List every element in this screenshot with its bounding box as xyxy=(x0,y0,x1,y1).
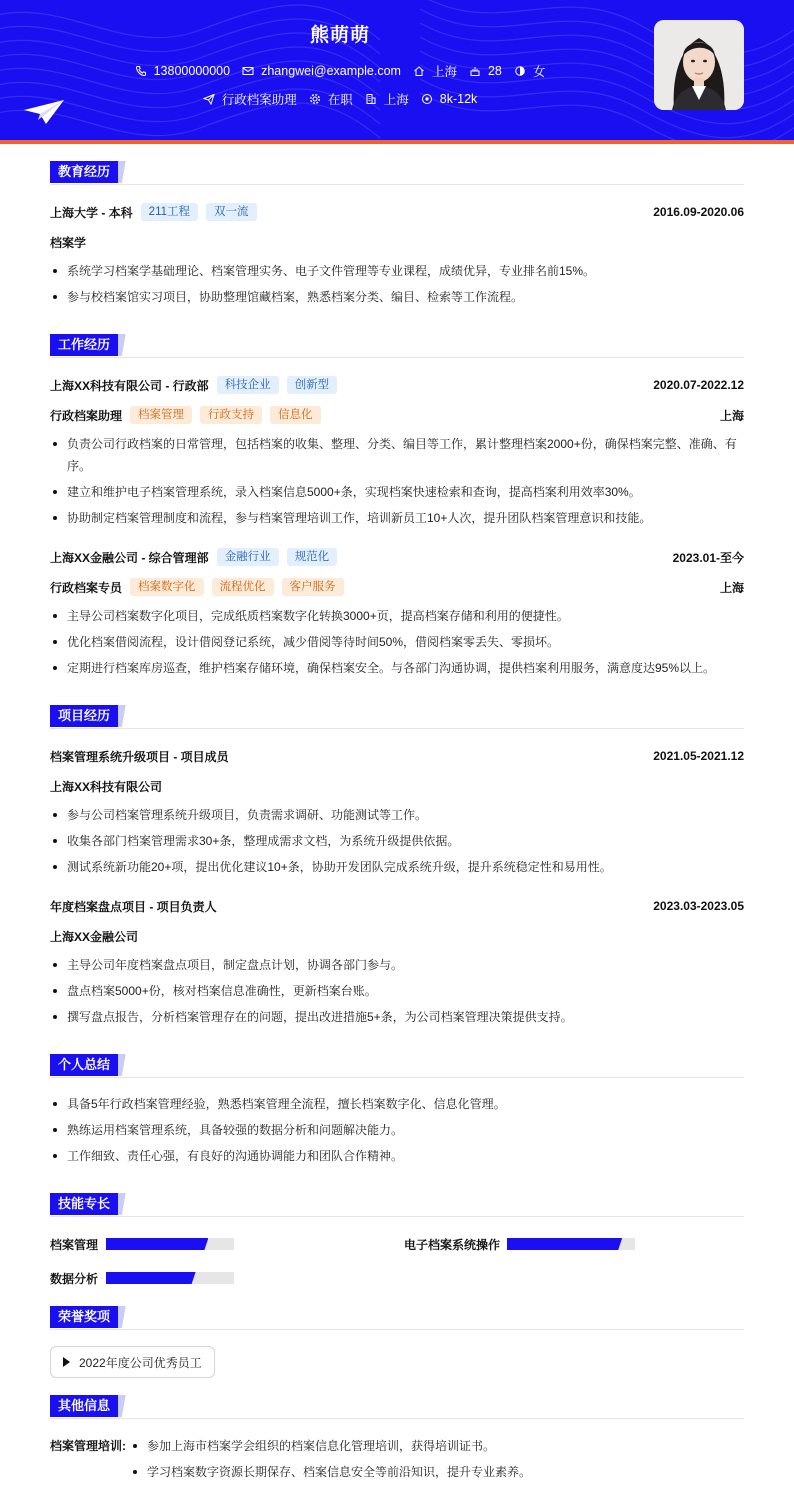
list-item: 优化档案借阅流程，设计借阅登记系统，减少借阅等待时间50%，借阅档案零丢失、零损坏。 xyxy=(50,631,744,653)
city-item xyxy=(413,62,457,80)
section-honors xyxy=(50,1306,744,1330)
list-item: 参与校档案馆实习项目，协助整理馆藏档案，熟悉档案分类、编目、检索等工作流程。 xyxy=(50,286,744,308)
home-icon xyxy=(413,65,425,77)
section-title-education: 教育经历 xyxy=(50,161,118,183)
email-item xyxy=(242,64,401,78)
list-item: 参加上海市档案学会组织的档案信息化管理培训，获得培训证书。 xyxy=(130,1435,744,1457)
company-name: 上海XX科技有限公司 - 行政部 xyxy=(50,378,209,393)
company-tag: 规范化 xyxy=(287,548,338,566)
section-summary xyxy=(50,1054,744,1078)
skill-bar xyxy=(106,1238,234,1250)
list-item: 撰写盘点报告，分析档案管理存在的问题，提出改进措施5+条，为公司档案管理决策提供支持。 xyxy=(50,1006,744,1028)
skill-name: 电子档案系统操作 xyxy=(404,1237,501,1252)
school-tag: 双一流 xyxy=(206,203,257,221)
project-header-row xyxy=(50,896,744,916)
major-name: 档案学 xyxy=(50,235,87,250)
status-item xyxy=(309,90,353,108)
other-info-list xyxy=(130,1435,744,1487)
list-item: 定期进行档案库房巡查，维护档案存储环境，确保档案安全。与各部门沟通协调，提供档案利用服务，满意度达95%以上。 xyxy=(50,657,744,679)
city-text: 上海 xyxy=(431,65,457,79)
skill-tag: 流程优化 xyxy=(212,578,274,596)
list-item: 测试系统新功能20+项，提出优化建议10+条，协助开发团队完成系统升级，提升系统稳定性和易用性。 xyxy=(50,856,744,878)
list-item: 学习档案数字资源长期保存、档案信息安全等前沿知识，提升专业素养。 xyxy=(130,1461,744,1483)
status-text: 在职 xyxy=(327,93,353,107)
portrait-image xyxy=(654,20,744,110)
job-company-row xyxy=(50,547,744,567)
cake-icon xyxy=(469,65,481,77)
position-name: 行政档案助理 xyxy=(50,408,123,423)
skill-bar-fill xyxy=(106,1272,196,1284)
job-target-text: 行政档案助理 xyxy=(221,93,297,107)
salary-item xyxy=(421,92,478,106)
honor-item xyxy=(50,1346,215,1378)
skill-bar xyxy=(507,1238,635,1250)
company-name: 上海XX金融公司 - 综合管理部 xyxy=(50,550,209,565)
job-position-row xyxy=(50,405,744,425)
age-text: 28 xyxy=(487,64,502,78)
project-org: 上海XX金融公司 xyxy=(50,929,139,944)
section-title-work: 工作经历 xyxy=(50,334,118,356)
gender-icon xyxy=(514,65,526,77)
age-item xyxy=(469,64,502,78)
major-row xyxy=(50,232,744,252)
list-item: 工作细致、责任心强，有良好的沟通协调能力和团队合作精神。 xyxy=(50,1145,744,1167)
project-org-row xyxy=(50,776,744,796)
skill-tag: 行政支持 xyxy=(200,406,262,424)
honor-text: 2022年度公司优秀员工 xyxy=(79,1355,202,1370)
phone-text: 13800000000 xyxy=(153,64,231,78)
work-city-text: 上海 xyxy=(383,93,409,107)
phone-icon xyxy=(135,65,147,77)
job-details xyxy=(50,433,744,533)
project-details xyxy=(50,954,744,1032)
skill-item xyxy=(50,1270,250,1286)
project-details xyxy=(50,804,744,882)
project-name: 年度档案盘点项目 - 项目负责人 xyxy=(50,899,217,914)
position-name: 行政档案专员 xyxy=(50,580,123,595)
list-item: 熟练运用档案管理系统，具备较强的数据分析和问题解决能力。 xyxy=(50,1119,744,1141)
list-item: 主导公司档案数字化项目，完成纸质档案数字化转换3000+页，提高档案存储和利用的便捷性。 xyxy=(50,605,744,627)
gear-icon xyxy=(309,93,321,105)
project-org: 上海XX科技有限公司 xyxy=(50,779,163,794)
gender-text: 女 xyxy=(532,65,546,79)
section-title-honors: 荣誉奖项 xyxy=(50,1306,118,1328)
company-tag: 金融行业 xyxy=(217,548,279,566)
education-details xyxy=(50,260,744,312)
skill-bar xyxy=(106,1272,234,1284)
school-name: 上海大学 - 本科 xyxy=(50,205,133,220)
project-name: 档案管理系统升级项目 - 项目成员 xyxy=(50,749,229,764)
building-icon xyxy=(365,93,377,105)
skill-item xyxy=(404,1236,644,1252)
project-period: 2023.03-2023.05 xyxy=(653,899,744,913)
paper-plane-icon xyxy=(24,100,66,126)
work-city-item xyxy=(365,90,409,108)
list-item: 系统学习档案学基础理论、档案管理实务、电子文件管理等专业课程，成绩优异，专业排名前15%。 xyxy=(50,260,744,282)
contact-row xyxy=(0,62,680,80)
education-header-row xyxy=(50,202,744,222)
education-period: 2016.09-2020.06 xyxy=(653,205,744,219)
job-location: 上海 xyxy=(719,408,744,423)
send-icon xyxy=(203,93,215,105)
resume-header xyxy=(0,0,794,140)
list-item: 主导公司年度档案盘点项目，制定盘点计划，协调各部门参与。 xyxy=(50,954,744,976)
list-item: 参与公司档案管理系统升级项目，负责需求调研、功能测试等工作。 xyxy=(50,804,744,826)
section-projects xyxy=(50,705,744,729)
project-period: 2021.05-2021.12 xyxy=(653,749,744,763)
list-item: 盘点档案5000+份，核对档案信息准确性，更新档案台账。 xyxy=(50,980,744,1002)
section-other xyxy=(50,1395,744,1419)
mail-icon xyxy=(242,65,254,77)
skill-tag: 档案管理 xyxy=(130,406,192,424)
other-info-label: 档案管理培训: xyxy=(50,1439,126,1453)
section-title-projects: 项目经历 xyxy=(50,705,118,727)
job-details xyxy=(50,605,744,683)
job-intent-row xyxy=(0,90,680,108)
job-location: 上海 xyxy=(719,580,744,595)
section-title-skills: 技能专长 xyxy=(50,1193,118,1215)
section-title-summary: 个人总结 xyxy=(50,1054,118,1076)
section-education xyxy=(50,161,744,185)
email-text: zhangwei@example.com xyxy=(261,64,401,78)
skill-bar-fill xyxy=(106,1238,208,1250)
job-period: 2020.07-2022.12 xyxy=(653,378,744,392)
candidate-name: 熊萌萌 xyxy=(309,25,370,46)
skill-tag: 信息化 xyxy=(270,406,321,424)
list-item: 收集各部门档案管理需求30+条，整理成需求文档，为系统升级提供依据。 xyxy=(50,830,744,852)
coin-icon xyxy=(421,93,433,105)
job-company-row xyxy=(50,375,744,395)
list-item: 建立和维护电子档案管理系统，录入档案信息5000+条，实现档案快速检索和查询，提高档案利用效率30%。 xyxy=(50,481,744,503)
company-tag: 创新型 xyxy=(287,376,338,394)
play-triangle-icon xyxy=(63,1357,70,1367)
skill-tag: 档案数字化 xyxy=(130,578,204,596)
list-item: 协助制定档案管理制度和流程，参与档案管理培训工作，培训新员工10+人次，提升团队档案管理意识和技能。 xyxy=(50,507,744,529)
skill-tag: 客户服务 xyxy=(282,578,344,596)
skill-name: 数据分析 xyxy=(50,1271,99,1286)
gender-item xyxy=(514,62,546,80)
job-period: 2023.01-至今 xyxy=(672,550,744,565)
avatar xyxy=(654,20,744,110)
header-accent-stripe xyxy=(0,140,794,144)
job-position-row xyxy=(50,577,744,597)
section-skills xyxy=(50,1193,744,1217)
summary-list xyxy=(50,1093,744,1171)
section-work xyxy=(50,334,744,358)
section-title-other: 其他信息 xyxy=(50,1395,118,1417)
list-item: 具备5年行政档案管理经验，熟悉档案管理全流程，擅长档案数字化、信息化管理。 xyxy=(50,1093,744,1115)
school-tag: 211工程 xyxy=(141,203,198,221)
phone-item xyxy=(135,64,230,78)
list-item: 负责公司行政档案的日常管理，包括档案的收集、整理、分类、编目等工作，累计整理档案2000+份，确保档案完整、准确、有序。 xyxy=(50,433,744,477)
project-header-row xyxy=(50,746,744,766)
skill-bar-fill xyxy=(507,1238,622,1250)
salary-text: 8k-12k xyxy=(439,92,478,106)
skill-name: 档案管理 xyxy=(50,1237,99,1252)
job-target-item xyxy=(203,90,297,108)
project-org-row xyxy=(50,926,744,946)
company-tag: 科技企业 xyxy=(217,376,279,394)
skill-item xyxy=(50,1236,250,1252)
